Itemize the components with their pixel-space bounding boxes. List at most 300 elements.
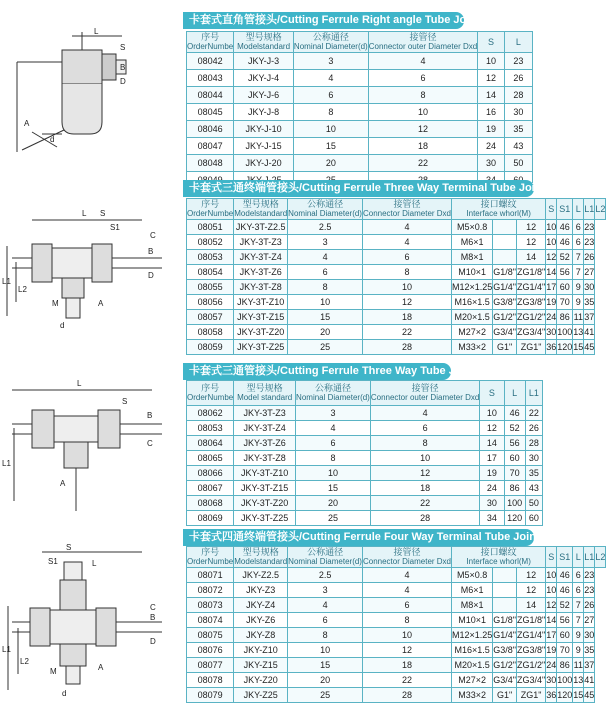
table-row [187, 496, 543, 511]
table-cell: 12 [546, 598, 557, 613]
table-cell: 56 [557, 613, 573, 628]
table-cell: 46 [557, 220, 573, 235]
table-cell: 6 [573, 235, 584, 250]
table-row [187, 340, 606, 355]
table-cell: 18 [362, 310, 451, 325]
table-cell: 46 [557, 568, 573, 583]
table-cell: ZG1/4" [517, 628, 546, 643]
table-cell: 16 [478, 104, 505, 121]
column-header: 接口螺纹 Interface whorl(M) [452, 547, 546, 568]
table-cell: 08052 [187, 235, 234, 250]
column-header: 序号 OrderNumbe [187, 381, 234, 406]
column-header: L [573, 199, 584, 220]
table-cell: 37 [584, 658, 595, 673]
table-cell: M10×1 [452, 265, 493, 280]
label-B: B [150, 613, 156, 622]
table-cell: 08068 [187, 496, 234, 511]
label-L1: L1 [2, 645, 11, 654]
table-cell: 18 [370, 481, 480, 496]
table-row [187, 436, 543, 451]
table-cell: G1" [493, 340, 517, 355]
table-cell: JKY-3T-Z3 [234, 406, 296, 421]
table-cell: JKY-3T-Z8 [234, 280, 288, 295]
table-cell: G1/8" [493, 613, 517, 628]
table-row [187, 265, 606, 280]
table-cell: 12 [517, 235, 546, 250]
table-cell: G1/4" [493, 628, 517, 643]
table-cell: 08055 [187, 280, 234, 295]
table-cell: 28 [370, 511, 480, 526]
table-cell: 26 [525, 421, 542, 436]
table-cell [493, 220, 517, 235]
table-cell: G1/4" [493, 280, 517, 295]
table-cell: 10 [546, 583, 557, 598]
table-row [187, 87, 533, 104]
table-cell: 8 [362, 265, 451, 280]
table-row [187, 235, 606, 250]
column-header: 型号规格 Modelstandard [234, 32, 294, 53]
table-cell: 23 [584, 583, 595, 598]
table-cell: 08065 [187, 451, 234, 466]
column-header: L2 [595, 199, 606, 220]
table-cell: 30 [478, 155, 505, 172]
table-cell: 10 [370, 451, 480, 466]
table-cell: 3 [296, 406, 371, 421]
table-cell: JKY-3T-Z10 [234, 295, 288, 310]
label-L1: L1 [2, 277, 11, 286]
table-cell: JKY-3T-Z6 [234, 265, 288, 280]
table-row [187, 628, 606, 643]
table-cell: JKY-3T-Z4 [234, 250, 288, 265]
table-cell: 14 [517, 250, 546, 265]
spec-table [186, 198, 606, 355]
section-three-way-terminal [0, 176, 606, 356]
table-cell: JKY-J-8 [234, 104, 294, 121]
spec-table [186, 31, 533, 189]
table-cell: ZG1/2" [517, 658, 546, 673]
table-cell: 56 [557, 265, 573, 280]
table-cell: 52 [557, 250, 573, 265]
table-cell: 25 [288, 340, 363, 355]
table-cell: 15 [296, 481, 371, 496]
table-cell: 9 [573, 280, 584, 295]
table-cell: 10 [368, 104, 478, 121]
table-cell: 35 [525, 466, 542, 481]
table-cell: JKY-3T-Z6 [234, 436, 296, 451]
section-title: 卡套式三通终端管接头/Cutting Ferrule Three Way Terminal Tube Joint [183, 180, 534, 197]
table-cell: 08053 [187, 250, 234, 265]
table-cell: ZG1/4" [517, 280, 546, 295]
table-cell: M8×1 [452, 250, 493, 265]
table-cell: 24 [480, 481, 504, 496]
table-cell: 08064 [187, 436, 234, 451]
table-cell: 56 [504, 436, 525, 451]
label-M: M [50, 667, 57, 676]
table-row [187, 598, 606, 613]
table-cell: 14 [480, 436, 504, 451]
label-S1: S1 [48, 557, 58, 566]
column-header: 接管径 Connector outer Diameter Dxd [368, 32, 478, 51]
table-cell: 6 [573, 568, 584, 583]
table-cell: JKY-3T-Z4 [234, 421, 296, 436]
table-row [187, 481, 543, 496]
table-cell: 120 [557, 340, 573, 355]
column-header: 公称通径 Nominal Diameter(d) [288, 199, 362, 218]
table-cell: M27×2 [452, 325, 493, 340]
table-cell: 08076 [187, 643, 234, 658]
label-B: B [120, 63, 126, 72]
table-cell: 10 [362, 280, 451, 295]
table-cell: ZG3/4" [517, 325, 546, 340]
column-header: L [504, 381, 525, 406]
table-cell: 100 [504, 496, 525, 511]
table-cell: 14 [478, 87, 505, 104]
table-cell: 12 [362, 643, 451, 658]
table-cell: 08059 [187, 340, 234, 355]
table-cell: 2.5 [288, 220, 363, 235]
table-cell: 43 [504, 138, 532, 155]
spec-table [186, 380, 543, 526]
table-cell: 30 [504, 104, 532, 121]
table-cell: 13 [573, 325, 584, 340]
table-cell: 08075 [187, 628, 234, 643]
table-cell: 23 [584, 235, 595, 250]
table-cell: 15 [288, 310, 363, 325]
table-row [187, 583, 606, 598]
table-cell: 19 [546, 643, 557, 658]
label-d: d [60, 321, 65, 330]
table-cell: 12 [368, 121, 478, 138]
table-cell: 46 [504, 406, 525, 421]
table-cell: 15 [293, 138, 368, 155]
table-cell: 100 [557, 673, 573, 688]
table-cell: 7 [573, 613, 584, 628]
table-cell [493, 598, 517, 613]
table-cell: 20 [288, 673, 363, 688]
table-cell: 10 [362, 628, 451, 643]
table-cell: M5×0.8 [452, 568, 493, 583]
table-cell: 22 [370, 496, 480, 511]
table-cell: 8 [370, 436, 480, 451]
table-cell: 24 [478, 138, 505, 155]
table-cell: 10 [288, 643, 363, 658]
table-cell: 100 [557, 325, 573, 340]
label-L: L [92, 559, 97, 568]
table-cell: G3/8" [493, 643, 517, 658]
table-cell: 35 [584, 643, 595, 658]
column-header: 型号规格 Modelstandard [234, 199, 288, 218]
column-header: S1 [557, 199, 573, 220]
table-cell: 60 [504, 451, 525, 466]
table-cell: 9 [573, 643, 584, 658]
table-cell: ZG3/4" [517, 673, 546, 688]
table-cell: 4 [293, 70, 368, 87]
table-cell: JKY-3T-Z15 [234, 481, 296, 496]
table-cell: 10 [546, 568, 557, 583]
column-header: 序号 OrderNumbe [187, 199, 234, 218]
table-row [187, 688, 606, 703]
table-cell: G3/4" [493, 673, 517, 688]
table-cell: JKY-3T-Z3 [234, 235, 288, 250]
table-cell: 08069 [187, 511, 234, 526]
table-cell: 60 [525, 511, 542, 526]
section-right-angle [0, 0, 550, 170]
table-cell: 6 [573, 583, 584, 598]
table-cell: ZG3/8" [517, 643, 546, 658]
table-cell: 86 [504, 481, 525, 496]
table-cell: 26 [504, 70, 532, 87]
table-cell: 35 [584, 295, 595, 310]
table-cell: 24 [546, 658, 557, 673]
table-cell: ZG1/2" [517, 310, 546, 325]
table-cell: 26 [584, 250, 595, 265]
table-cell: 6 [293, 87, 368, 104]
column-header: 公称通径 Nominal Diameter(d) [296, 381, 371, 406]
table-cell: 19 [478, 121, 505, 138]
label-D: D [150, 637, 156, 646]
table-cell: G3/8" [493, 295, 517, 310]
table-cell: 70 [557, 643, 573, 658]
table-cell: 17 [546, 628, 557, 643]
table-cell: JKY-Z6 [234, 613, 288, 628]
table-row [187, 421, 543, 436]
table-cell: 36 [546, 340, 557, 355]
table-cell: 41 [584, 325, 595, 340]
label-d: d [62, 689, 67, 698]
table-cell: 30 [584, 280, 595, 295]
table-cell: G3/4" [493, 325, 517, 340]
table-cell: M6×1 [452, 583, 493, 598]
table-cell: 08058 [187, 325, 234, 340]
table-cell: ZG3/8" [517, 295, 546, 310]
table-cell: M33×2 [452, 688, 493, 703]
table-cell: JKY-Z10 [234, 643, 288, 658]
table-cell: 12 [478, 70, 505, 87]
column-header: S [546, 547, 557, 568]
table-row [187, 295, 606, 310]
column-header: L1 [584, 547, 595, 568]
table-cell: JKY-J-15 [234, 138, 294, 155]
table-cell: 8 [296, 451, 371, 466]
table-cell: 26 [584, 598, 595, 613]
table-cell: 24 [546, 310, 557, 325]
table-row [187, 104, 533, 121]
table-cell: M16×1.5 [452, 295, 493, 310]
column-header: 接管径 Connector outer Diameter Dxd [370, 381, 480, 406]
table-cell: 27 [584, 265, 595, 280]
table-cell: 08045 [187, 104, 234, 121]
three-way-terminal-drawing [2, 206, 172, 341]
table-row [187, 451, 543, 466]
label-L: L [94, 27, 99, 36]
table-cell: 46 [557, 235, 573, 250]
table-cell: M12×1.25 [452, 628, 493, 643]
table-cell: 11 [573, 658, 584, 673]
table-cell: 8 [288, 280, 363, 295]
table-cell: M10×1 [452, 613, 493, 628]
table-header-row [187, 32, 533, 53]
table-header-row [187, 199, 606, 220]
table-cell: 70 [504, 466, 525, 481]
column-header: L1 [525, 381, 542, 406]
table-cell: 08077 [187, 658, 234, 673]
column-header: 序号 OrderNumbe [187, 547, 234, 566]
label-C: C [150, 231, 156, 240]
table-cell: 30 [584, 628, 595, 643]
column-header: 型号规格 Modelstandard [234, 547, 288, 566]
table-cell: JKY-J-6 [234, 87, 294, 104]
table-row [187, 568, 606, 583]
table-cell: G1/8" [493, 265, 517, 280]
four-way-terminal-drawing [2, 540, 172, 705]
table-cell: 6 [362, 250, 451, 265]
table-row [187, 511, 543, 526]
table-cell: 120 [504, 511, 525, 526]
table-cell: 14 [517, 598, 546, 613]
table-row [187, 70, 533, 87]
table-cell: 12 [480, 421, 504, 436]
table-cell: 6 [362, 598, 451, 613]
label-L1: L1 [2, 459, 11, 468]
table-cell: 15 [288, 658, 363, 673]
label-L: L [82, 209, 87, 218]
table-cell: 6 [296, 436, 371, 451]
column-header: L1 [584, 199, 595, 220]
table-cell: JKY-Z2.5 [234, 568, 288, 583]
label-S: S [122, 397, 128, 406]
table-cell: JKY-3T-Z10 [234, 466, 296, 481]
table-cell: 6 [368, 70, 478, 87]
table-row [187, 155, 533, 172]
table-cell: 28 [362, 340, 451, 355]
table-cell: M20×1.5 [452, 310, 493, 325]
column-header: S1 [557, 547, 573, 568]
table-cell: 10 [293, 121, 368, 138]
column-header: 接管径 Connector Diameter Dxd [362, 199, 452, 218]
table-cell: 86 [557, 310, 573, 325]
table-cell: 17 [546, 280, 557, 295]
table-cell: JKY-J-4 [234, 70, 294, 87]
table-cell: G1" [493, 688, 517, 703]
table-cell: 12 [546, 250, 557, 265]
table-cell: 20 [293, 155, 368, 172]
table-cell: 30 [546, 673, 557, 688]
table-cell: 10 [546, 220, 557, 235]
column-header: L [573, 547, 584, 568]
table-cell: 25 [288, 688, 363, 703]
table-cell: 37 [584, 310, 595, 325]
table-cell: 50 [504, 155, 532, 172]
table-cell: 14 [546, 613, 557, 628]
table-cell: 10 [296, 466, 371, 481]
table-row [187, 138, 533, 155]
column-header: 接管径 Connector Diameter Dxd [362, 547, 452, 566]
table-cell: 23 [504, 53, 532, 70]
table-cell: 4 [362, 220, 451, 235]
table-cell: 36 [546, 688, 557, 703]
table-cell: 19 [480, 466, 504, 481]
table-cell: 4 [288, 250, 363, 265]
table-cell: 41 [584, 673, 595, 688]
table-cell: 6 [370, 421, 480, 436]
table-cell: 08046 [187, 121, 234, 138]
table-cell: 12 [362, 295, 451, 310]
table-cell: JKY-J-3 [234, 53, 294, 70]
column-header: 序号 OrderNumbe [187, 32, 234, 51]
table-cell: 08054 [187, 265, 234, 280]
table-cell: 4 [362, 235, 451, 250]
table-cell: 120 [557, 688, 573, 703]
table-cell: 12 [517, 568, 546, 583]
table-row [187, 310, 606, 325]
right-angle-joint-drawing [2, 22, 172, 162]
column-header: L [504, 32, 532, 53]
table-cell: 08047 [187, 138, 234, 155]
table-cell: ZG1/8" [517, 265, 546, 280]
table-row [187, 406, 543, 421]
label-d: d [50, 135, 55, 144]
table-cell: 13 [573, 673, 584, 688]
label-C: C [150, 603, 156, 612]
table-cell: 43 [525, 481, 542, 496]
table-cell: M6×1 [452, 235, 493, 250]
table-cell: 6 [573, 220, 584, 235]
table-cell: JKY-3T-Z25 [234, 340, 288, 355]
table-cell: 86 [557, 658, 573, 673]
table-cell: 08062 [187, 406, 234, 421]
table-cell: 60 [557, 280, 573, 295]
table-row [187, 53, 533, 70]
table-cell: 9 [573, 628, 584, 643]
label-C: C [147, 439, 153, 448]
spec-table [186, 546, 606, 703]
table-cell: 70 [557, 295, 573, 310]
table-cell: 30 [480, 496, 504, 511]
table-cell: 45 [584, 340, 595, 355]
column-header: L2 [595, 547, 606, 568]
table-cell: 08044 [187, 87, 234, 104]
table-cell: 23 [584, 568, 595, 583]
table-row [187, 673, 606, 688]
table-cell: 22 [362, 673, 451, 688]
label-S1: S1 [110, 223, 120, 232]
table-cell: 34 [480, 511, 504, 526]
table-cell: 08071 [187, 568, 234, 583]
label-M: M [52, 299, 59, 308]
table-cell: JKY-J-10 [234, 121, 294, 138]
table-cell: 4 [362, 583, 451, 598]
column-header: 公称通径 Nominal Diameter(d) [293, 32, 368, 51]
table-cell: 50 [525, 496, 542, 511]
label-S: S [120, 43, 126, 52]
table-cell: 28 [525, 436, 542, 451]
table-cell: 23 [584, 220, 595, 235]
label-B: B [147, 411, 153, 420]
table-cell: ZG1" [517, 688, 546, 703]
table-cell: 11 [573, 310, 584, 325]
table-cell: 46 [557, 583, 573, 598]
table-cell: JKY-Z3 [234, 583, 288, 598]
section-title: 卡套式三通管接头/Cutting Ferrule Three Way Tube Joint [183, 363, 451, 380]
table-cell: 22 [368, 155, 478, 172]
table-cell: 08042 [187, 53, 234, 70]
table-cell: JKY-3T-Z20 [234, 325, 288, 340]
table-cell: 15 [573, 340, 584, 355]
column-header: S [546, 199, 557, 220]
label-A: A [24, 119, 30, 128]
table-cell: 9 [573, 295, 584, 310]
table-cell: 52 [557, 598, 573, 613]
